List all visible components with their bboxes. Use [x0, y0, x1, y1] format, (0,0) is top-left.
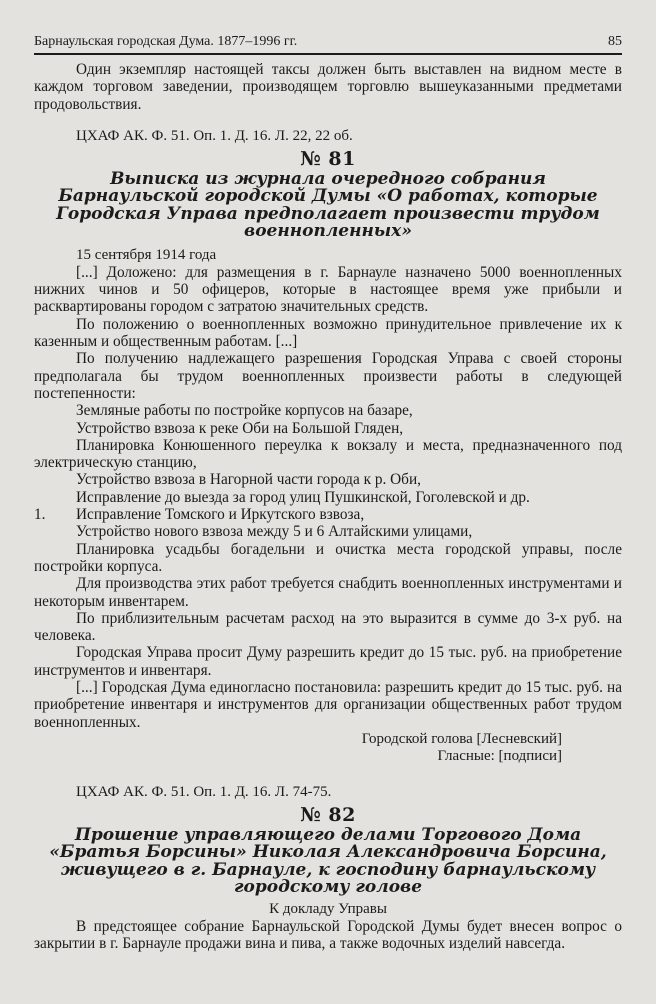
archive-reference: ЦХАФ АК. Ф. 51. Оп. 1. Д. 16. Л. 22, 22 об. [76, 127, 353, 144]
work-item: Планировка усадьбы богадельни и очистка места городской управы, после постройки корпуса. [34, 540, 622, 575]
document-date: 15 сентября 1914 года [76, 246, 217, 263]
work-item: Устройство нового взвоза между 5 и 6 Алтайскими улицами, [76, 523, 473, 541]
intro-section [34, 61, 622, 113]
paragraph: Городская Управа просит Думу разрешить кредит до 15 тыс. руб. на приобретение инструментов и инвентаря. [34, 644, 622, 679]
document-title: Прошение управляющего делами Торгового Дома «Братья Борсины» Николая Александровича Борсина, живущего в г. Барнауле, к господину барнаульскому городскому голове [49, 824, 607, 897]
item-number: 1. [34, 506, 46, 524]
paragraph: По положению о военнопленных возможно принудительное привлечение их к казенным и общественным работам. [...] [34, 315, 622, 351]
work-item: Планировка Конюшенного переулка к вокзалу и места, предназначенного под электрическую станцию, [34, 436, 622, 472]
work-item: Устройство взвоза в Нагорной части города к р. Оби, [76, 471, 421, 489]
paragraph: В предстоящее собрание Барнаульской Городской Думы будет внесен вопрос о закрытии в г. Барнауле продажи вина и пива, а также водочных изделий навсегда. [34, 917, 622, 952]
signature-line: Городской голова [Лесневский] [361, 730, 562, 747]
document-number: № 81 [300, 147, 356, 170]
running-title: Барнаульская городская Дума. 1877–1996 гг. [34, 34, 298, 49]
work-item: Исправление до выезда за город улиц Пушкинской, Гоголевской и др. [76, 488, 530, 506]
document-body [34, 264, 622, 731]
document-number: № 82 [300, 803, 356, 826]
paragraph: [...] Доложено: для размещения в г. Барнауле назначено 5000 военнопленных нижних чинов и 50 офицеров, которые в настоящее время уже прибыли и расквартированы городом с затратою значительных средств. [34, 263, 622, 316]
paragraph: По приблизительным расчетам расход на это выразится в сумме до 3-х руб. на человека. [34, 609, 622, 645]
subheading: К докладу Управы [269, 900, 387, 917]
paragraph: Для производства этих работ требуется снабдить военнопленных инструментами и некоторым инвентарем. [34, 575, 622, 610]
page-number: 85 [608, 34, 622, 49]
document-body [34, 918, 622, 953]
paragraph: По получению надлежащего разрешения Городская Управа с своей стороны предполагала бы трудом военнопленных произвести работы в следующей постепенности: [34, 350, 622, 402]
numbered-work-item [34, 506, 622, 523]
item-text: Исправление Томского и Иркутского взвоза, [76, 506, 365, 524]
signature-line: Гласные: [подписи] [437, 748, 562, 765]
work-item: Земляные работы по постройке корпусов на базаре, [76, 402, 413, 420]
intro-paragraph: Один экземпляр настоящей таксы должен быть выставлен на видном месте в каждом торговом заведении, производящем торговлю вышеуказанными предметами продовольствия. [34, 61, 622, 113]
running-header [34, 18, 622, 55]
paragraph: [...] Городская Дума единогласно постановила: разрешить кредит до 15 тыс. руб. на приобретение инвентаря и инструментов для организации общественных работ трудом военнопленных. [34, 679, 622, 731]
archive-reference: ЦХАФ АК. Ф. 51. Оп. 1. Д. 16. Л. 74-75. [76, 783, 332, 800]
document-title: Выписка из журнала очередного собрания Барнаульской городской Думы «О работах, которые Городская Управа предполагает произвести трудом военнопленных» [56, 168, 600, 242]
work-item: Устройство взвоза к реке Оби на Большой Гляден, [76, 419, 404, 437]
